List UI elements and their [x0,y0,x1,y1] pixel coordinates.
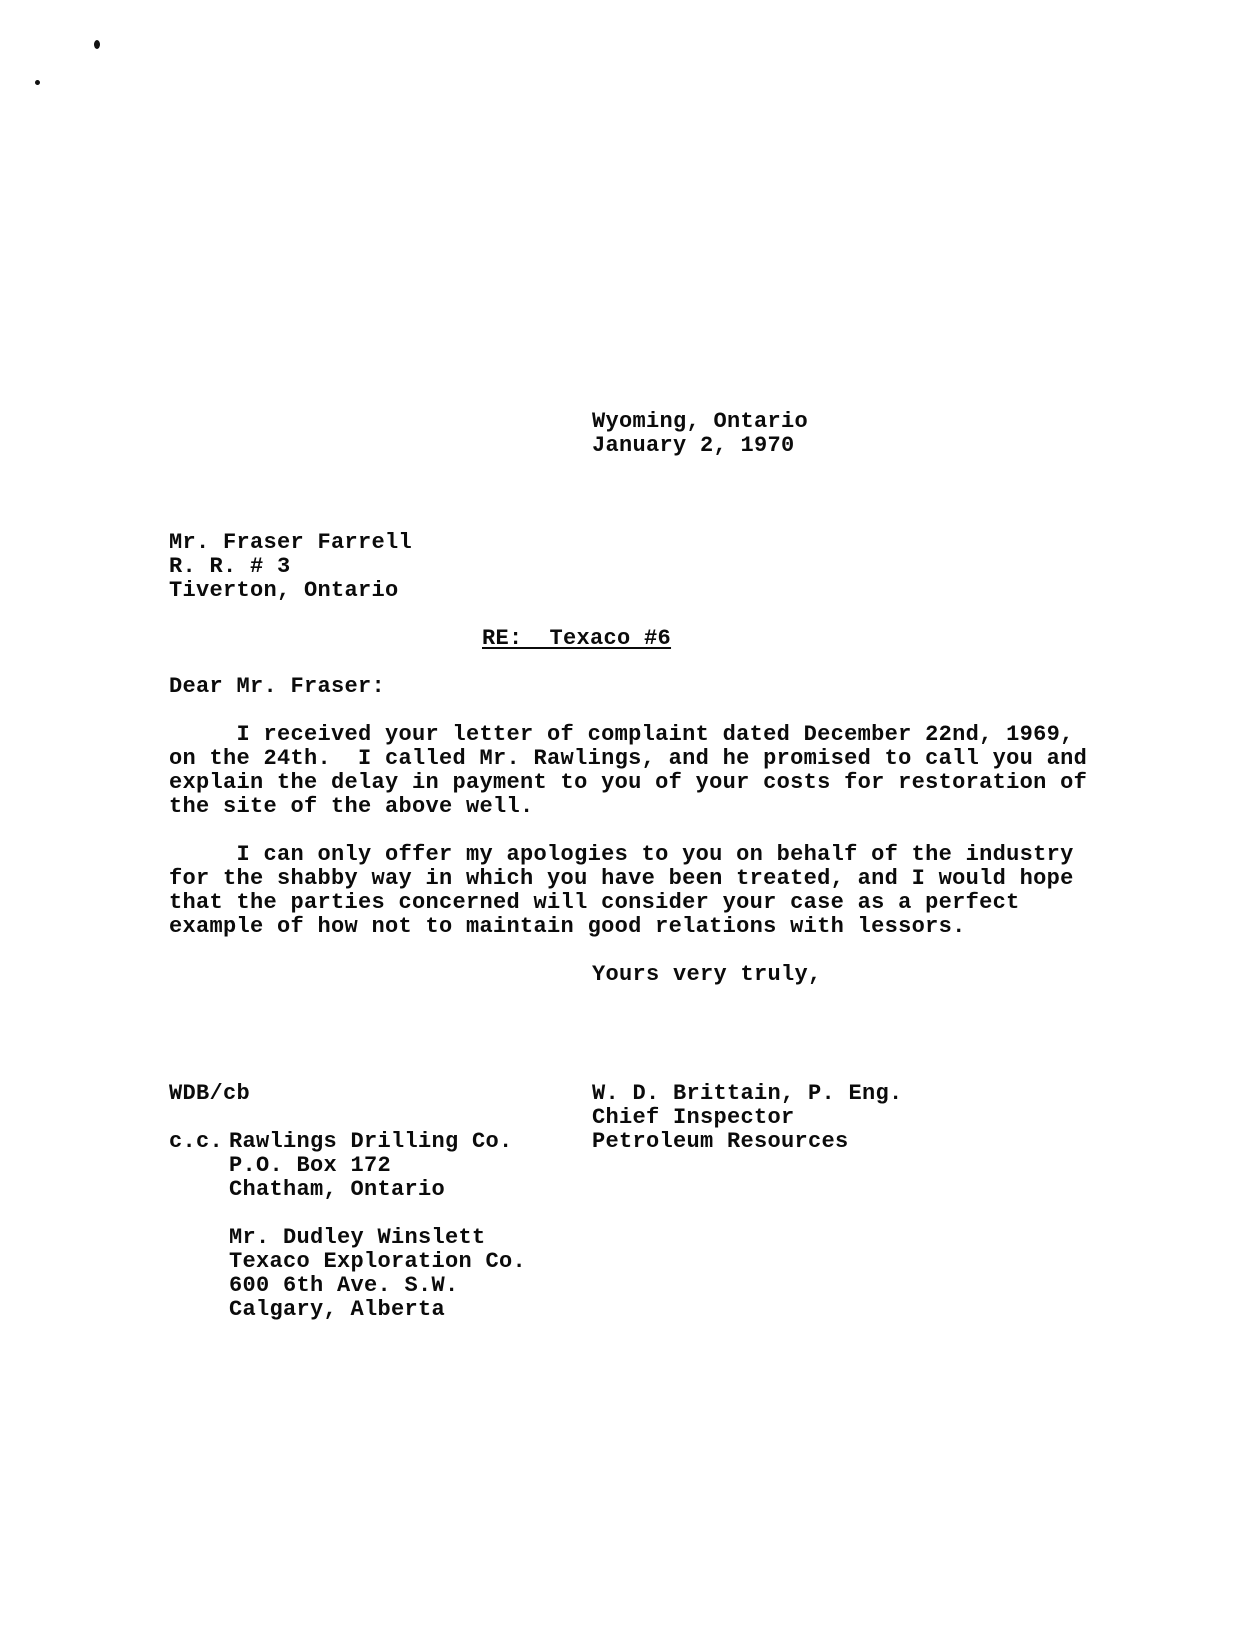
paragraph-line: example of how not to maintain good relations with lessors. [169,914,966,939]
cc-line: P.O. Box 172 [229,1153,392,1178]
recipient-city: Tiverton, Ontario [169,578,399,603]
closing: Yours very truly, [592,962,822,987]
recipient-name: Mr. Fraser Farrell [169,530,413,555]
salutation: Dear Mr. Fraser: [169,674,386,699]
paragraph-line: on the 24th. I called Mr. Rawlings, and he promised to call you and [169,746,1088,771]
paragraph-line: that the parties concerned will consider your case as a perfect [169,890,1020,915]
cc-line: Mr. Dudley Winslett [229,1225,486,1250]
cc-line: Calgary, Alberta [229,1297,446,1322]
paragraph-line: for the shabby way in which you have been treated, and I would hope [169,866,1074,891]
signature-title: Chief Inspector [592,1105,795,1130]
cc-line: Chatham, Ontario [229,1177,446,1202]
signature-department: Petroleum Resources [592,1129,849,1154]
cc-prefix: c.c. [169,1129,224,1154]
letter-date: January 2, 1970 [592,433,795,458]
cc-line: Rawlings Drilling Co. [229,1129,513,1154]
subject-line: RE: Texaco #6 [482,626,672,651]
recipient-route: R. R. # 3 [169,554,291,579]
signature-name: W. D. Brittain, P. Eng. [592,1081,903,1106]
paragraph-line: the site of the above well. [169,794,534,819]
cc-line: 600 6th Ave. S.W. [229,1273,459,1298]
paragraph-line: I received your letter of complaint dated December 22nd, 1969, [169,722,1074,747]
typist-initials: WDB/cb [169,1081,251,1106]
paragraph-line: explain the delay in payment to you of your costs for restoration of [169,770,1088,795]
paragraph-line: I can only offer my apologies to you on behalf of the industry [169,842,1074,867]
ink-speck [94,40,100,49]
cc-line: Texaco Exploration Co. [229,1249,527,1274]
ink-speck [34,79,41,86]
letter-place: Wyoming, Ontario [592,409,809,434]
